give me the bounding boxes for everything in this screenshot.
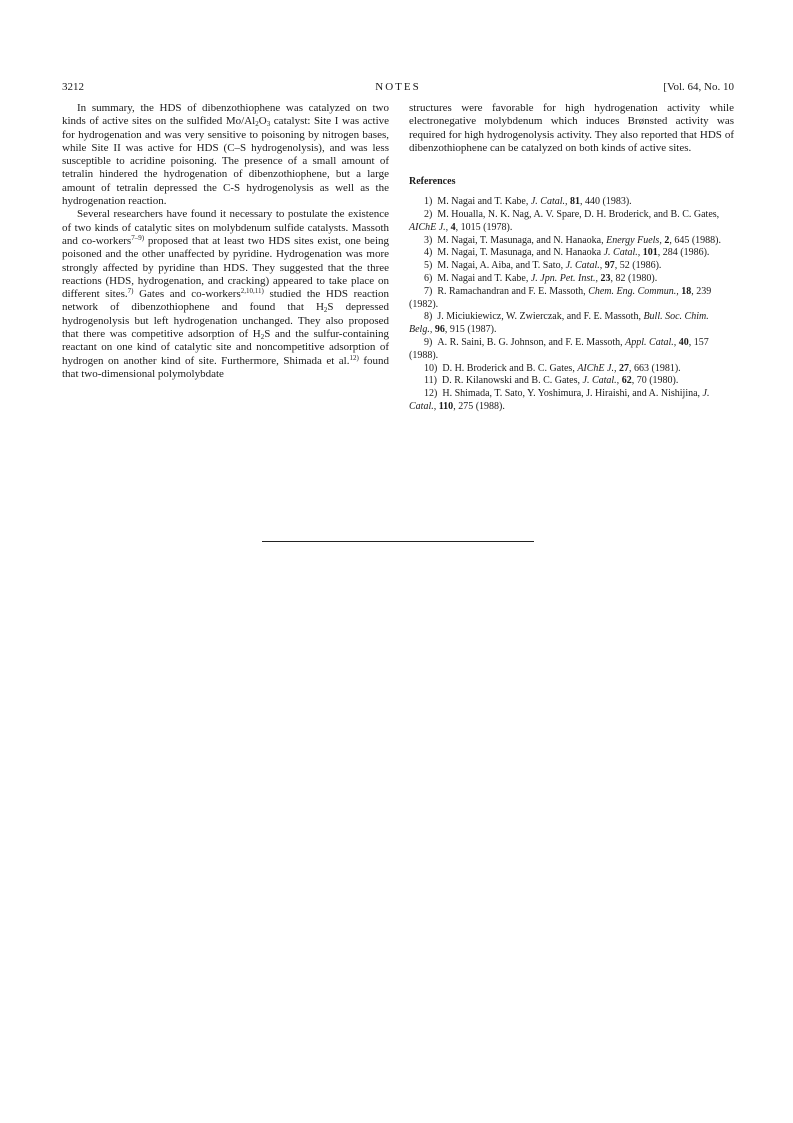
reference-volume: 23 [600, 272, 611, 284]
reference-journal: Chem. Eng. Commun., [588, 285, 682, 297]
reference-authors: M. Nagai and T. Kabe, [437, 272, 531, 284]
page-number: 3212 [62, 81, 84, 93]
reference-pages-year: , 157 (1988). [409, 336, 709, 361]
reference-volume: 2 [664, 234, 670, 246]
reference-item [409, 363, 734, 376]
reference-pages-year: , 440 (1983). [580, 196, 632, 208]
section-title: NOTES [375, 81, 421, 93]
reference-authors: R. Ramachandran and F. E. Massoth, [437, 285, 589, 297]
reference-pages-year: , 645 (1988). [669, 234, 721, 246]
reference-authors: J. Miciukiewicz, W. Zwierczak, and F. E. Massoth, [437, 311, 644, 323]
reference-volume: 27 [618, 362, 629, 374]
reference-number: 2) [424, 208, 438, 220]
reference-journal: J. Catal., [603, 247, 643, 259]
summary-paragraph: In summary, the HDS of dibenzothiophene was catalyzed on two kinds of active sites on the sulfided $Mo/Al_2O_3$ catalyst: Site I was active for hydrogenation and was very sensitive to poisoning by nitrogen bases, while Site II was active for HDS (C–S hydrogenolysis), and was less susceptible to acridine poisoning. The presence of a small amount of tetralin hindered the hydrogenation of dibenzothiophene, but a large amount of tetralin depressed the C-S hydrogenolysis as well as the hydrogenation reaction. [62, 102, 390, 208]
page-header [62, 79, 734, 95]
reference-authors: M. Nagai, T. Masunaga, and N. Hanaoka [437, 247, 604, 259]
reference-item [409, 375, 734, 388]
reference-volume: 40 [678, 336, 689, 348]
reference-volume: 96 [434, 324, 445, 336]
reference-number: 11) [424, 375, 442, 387]
reference-number: 6) [424, 272, 438, 284]
reference-journal: AIChE J., [409, 221, 451, 233]
reference-number: 9) [424, 336, 438, 348]
discussion-paragraph: Several researchers have found it necessary to postulate the existence of two kinds of catalytic sites on molybdenum sulfide catalysts. Massoth and co-workers$^{7-9)}$ proposed that at least two HDS sites exist, one being poisoned and the other unaffected by pyridine. Hydrogenation was more strongly affected by pyridine than HDS. They suggested that the three reactions (HDS, hydrogenation, and cracking) appeared to take place on different sites.$^{7)}$ Gates and co-workers$^{2,10,11)}$ studied the HDS reaction network of dibenzothiophene and found that $H_2S$ depressed hydrogenolysis but left hydrogenation unchanged. They also proposed that there was competitive adsorption of $H_2S$ and the sulfur-containing reactant on one kind of catalytic site and noncompetitive adsorption of hydrogen on another kind of site. Furthermore, Shimada et al.$^{12)}$ found that two-dimensional polymolybdate [62, 208, 389, 380]
reference-pages-year: , 82 (1980). [610, 272, 658, 284]
citation: 7) [127, 287, 134, 296]
reference-authors: D. R. Kilanowski and B. C. Gates, [441, 375, 583, 387]
reference-item [409, 286, 734, 312]
reference-pages-year: , 915 (1987). [444, 324, 497, 336]
references-heading: References [409, 176, 456, 188]
continued-paragraph: structures were favorable for high hydrogenation activity while electronegative molybdenum which induces Brønsted activity was required for high hydrogenolysis activity. They also reported that HDS of dibenzothiophene can be catalyzed on both kinds of active sites. [409, 102, 734, 154]
reference-number: 3) [424, 234, 438, 246]
reference-number: 8) [424, 311, 438, 323]
reference-number: 12) [424, 388, 443, 400]
reference-pages-year: , 52 (1986). [614, 260, 662, 272]
reference-item [409, 273, 734, 286]
citation: 12) [349, 353, 359, 362]
reference-pages-year: , 1015 (1978). [455, 221, 513, 233]
reference-authors: M. Nagai, T. Masunaga, and N. Hanaoka, [437, 234, 607, 246]
reference-journal: J. Catal., [530, 196, 571, 208]
reference-authors: D. H. Broderick and B. C. Gates, [442, 362, 578, 374]
reference-volume: 97 [604, 260, 615, 272]
reference-item [409, 196, 734, 209]
citation: 2,10,11) [240, 287, 264, 296]
reference-authors: H. Shimada, T. Sato, Y. Yoshimura, J. Hiraishi, and A. Nishijina, [442, 388, 703, 400]
reference-item [409, 311, 734, 337]
reference-number: 10) [424, 362, 443, 374]
reference-list [409, 196, 734, 414]
reference-pages-year: , 239 (1982). [409, 285, 712, 310]
reference-journal: J. Jpn. Pet. Inst., [530, 272, 601, 284]
reference-number: 5) [424, 260, 438, 272]
reference-item [409, 247, 734, 260]
reference-authors: A. R. Saini, B. G. Johnson, and F. E. Massoth, [437, 336, 626, 348]
reference-number: 7) [424, 285, 438, 297]
reference-journal: J. Catal., [409, 388, 710, 412]
reference-authors: M. Nagai and T. Kabe, [437, 196, 531, 208]
reference-item [409, 388, 734, 414]
left-column [62, 102, 389, 381]
reference-volume: 110 [438, 400, 454, 412]
reference-authors: M. Houalla, N. K. Nag, A. V. Spare, D. H. Broderick, and B. C. Gates, [437, 208, 720, 220]
citation: 7–9) [131, 233, 145, 242]
reference-volume: 4 [450, 221, 456, 233]
reference-journal: Energy Fuels, [606, 234, 665, 246]
reference-item [409, 235, 734, 248]
reference-volume: 18 [681, 285, 692, 297]
reference-journal: AIChE J., [577, 362, 619, 374]
reference-volume: 101 [642, 247, 658, 259]
reference-volume: 62 [621, 375, 632, 387]
reference-item [409, 337, 734, 363]
reference-journal: J. Catal., [582, 375, 622, 387]
reference-pages-year: , 663 (1981). [628, 362, 681, 374]
reference-volume: 81 [570, 196, 581, 208]
reference-pages-year: , 275 (1988). [453, 400, 505, 412]
reference-journal: J. Catal., [565, 260, 605, 272]
right-column [409, 102, 734, 414]
reference-authors: M. Nagai, A. Aiba, and T. Sato, [437, 260, 566, 272]
reference-journal: Bull. Soc. Chim. Belg., [409, 311, 709, 336]
reference-number: 4) [424, 247, 438, 259]
reference-pages-year: , 284 (1986). [657, 247, 710, 259]
reference-number: 1) [424, 196, 438, 208]
reference-journal: Appl. Catal., [625, 336, 679, 348]
end-rule [262, 541, 534, 542]
reference-item [409, 209, 734, 235]
reference-item [409, 260, 734, 273]
reference-pages-year: , 70 (1980). [631, 375, 679, 387]
volume-info: [Vol. 64, No. 10 [663, 81, 734, 93]
